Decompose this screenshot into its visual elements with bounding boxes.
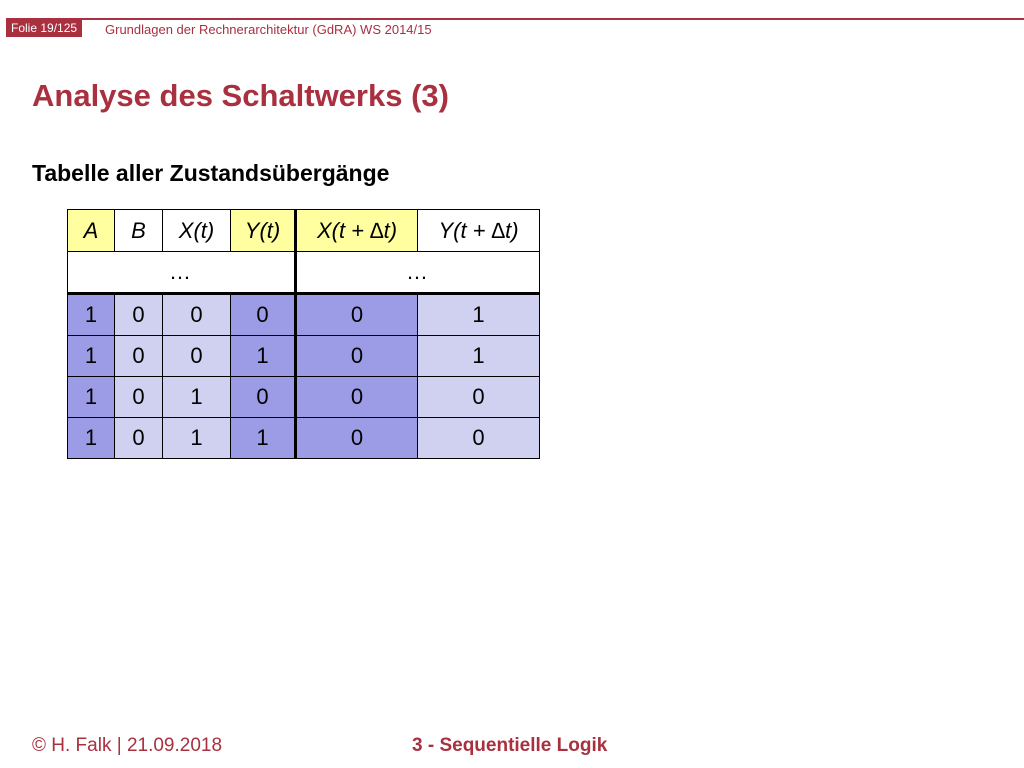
cell-y-next: 1 bbox=[418, 336, 540, 377]
ellipsis-row bbox=[68, 252, 540, 294]
table-row bbox=[68, 418, 540, 459]
header-x-next: X(t + ∆t) bbox=[296, 210, 418, 252]
cell-a: 1 bbox=[68, 418, 115, 459]
cell-y-next: 0 bbox=[418, 418, 540, 459]
cell-y-t: 1 bbox=[231, 418, 296, 459]
table-row bbox=[68, 336, 540, 377]
ellipsis-right: … bbox=[296, 252, 540, 294]
header-a: A bbox=[68, 210, 115, 252]
cell-x-next: 0 bbox=[296, 336, 418, 377]
header-b: B bbox=[115, 210, 163, 252]
footer-chapter: 3 - Sequentielle Logik bbox=[412, 735, 608, 756]
cell-b: 0 bbox=[115, 418, 163, 459]
cell-y-t: 0 bbox=[231, 377, 296, 418]
slide-number-badge: Folie 19/125 bbox=[6, 20, 82, 37]
cell-y-next: 0 bbox=[418, 377, 540, 418]
cell-y-t: 1 bbox=[231, 336, 296, 377]
cell-a: 1 bbox=[68, 377, 115, 418]
header-x-t: X(t) bbox=[163, 210, 231, 252]
cell-y-next: 1 bbox=[418, 294, 540, 336]
footer-author-date: © H. Falk | 21.09.2018 bbox=[32, 735, 223, 756]
cell-x-next: 0 bbox=[296, 294, 418, 336]
table-row bbox=[68, 377, 540, 418]
cell-b: 0 bbox=[115, 336, 163, 377]
table-header-row bbox=[68, 210, 540, 252]
header-rule bbox=[6, 18, 1024, 20]
cell-x-t: 1 bbox=[163, 377, 231, 418]
state-transition-table bbox=[67, 209, 540, 459]
ellipsis-left: … bbox=[68, 252, 296, 294]
cell-x-next: 0 bbox=[296, 418, 418, 459]
slide-subtitle: Tabelle aller Zustandsübergänge bbox=[32, 160, 390, 186]
cell-b: 0 bbox=[115, 294, 163, 336]
header-y-t: Y(t) bbox=[231, 210, 296, 252]
cell-x-t: 0 bbox=[163, 294, 231, 336]
cell-a: 1 bbox=[68, 294, 115, 336]
cell-x-t: 1 bbox=[163, 418, 231, 459]
header-y-next: Y(t + ∆t) bbox=[418, 210, 540, 252]
cell-y-t: 0 bbox=[231, 294, 296, 336]
cell-x-t: 0 bbox=[163, 336, 231, 377]
cell-b: 0 bbox=[115, 377, 163, 418]
table-row bbox=[68, 294, 540, 336]
cell-x-next: 0 bbox=[296, 377, 418, 418]
course-title: Grundlagen der Rechnerarchitektur (GdRA) WS 2014/15 bbox=[105, 22, 432, 37]
cell-a: 1 bbox=[68, 336, 115, 377]
slide-title: Analyse des Schaltwerks (3) bbox=[32, 78, 449, 113]
